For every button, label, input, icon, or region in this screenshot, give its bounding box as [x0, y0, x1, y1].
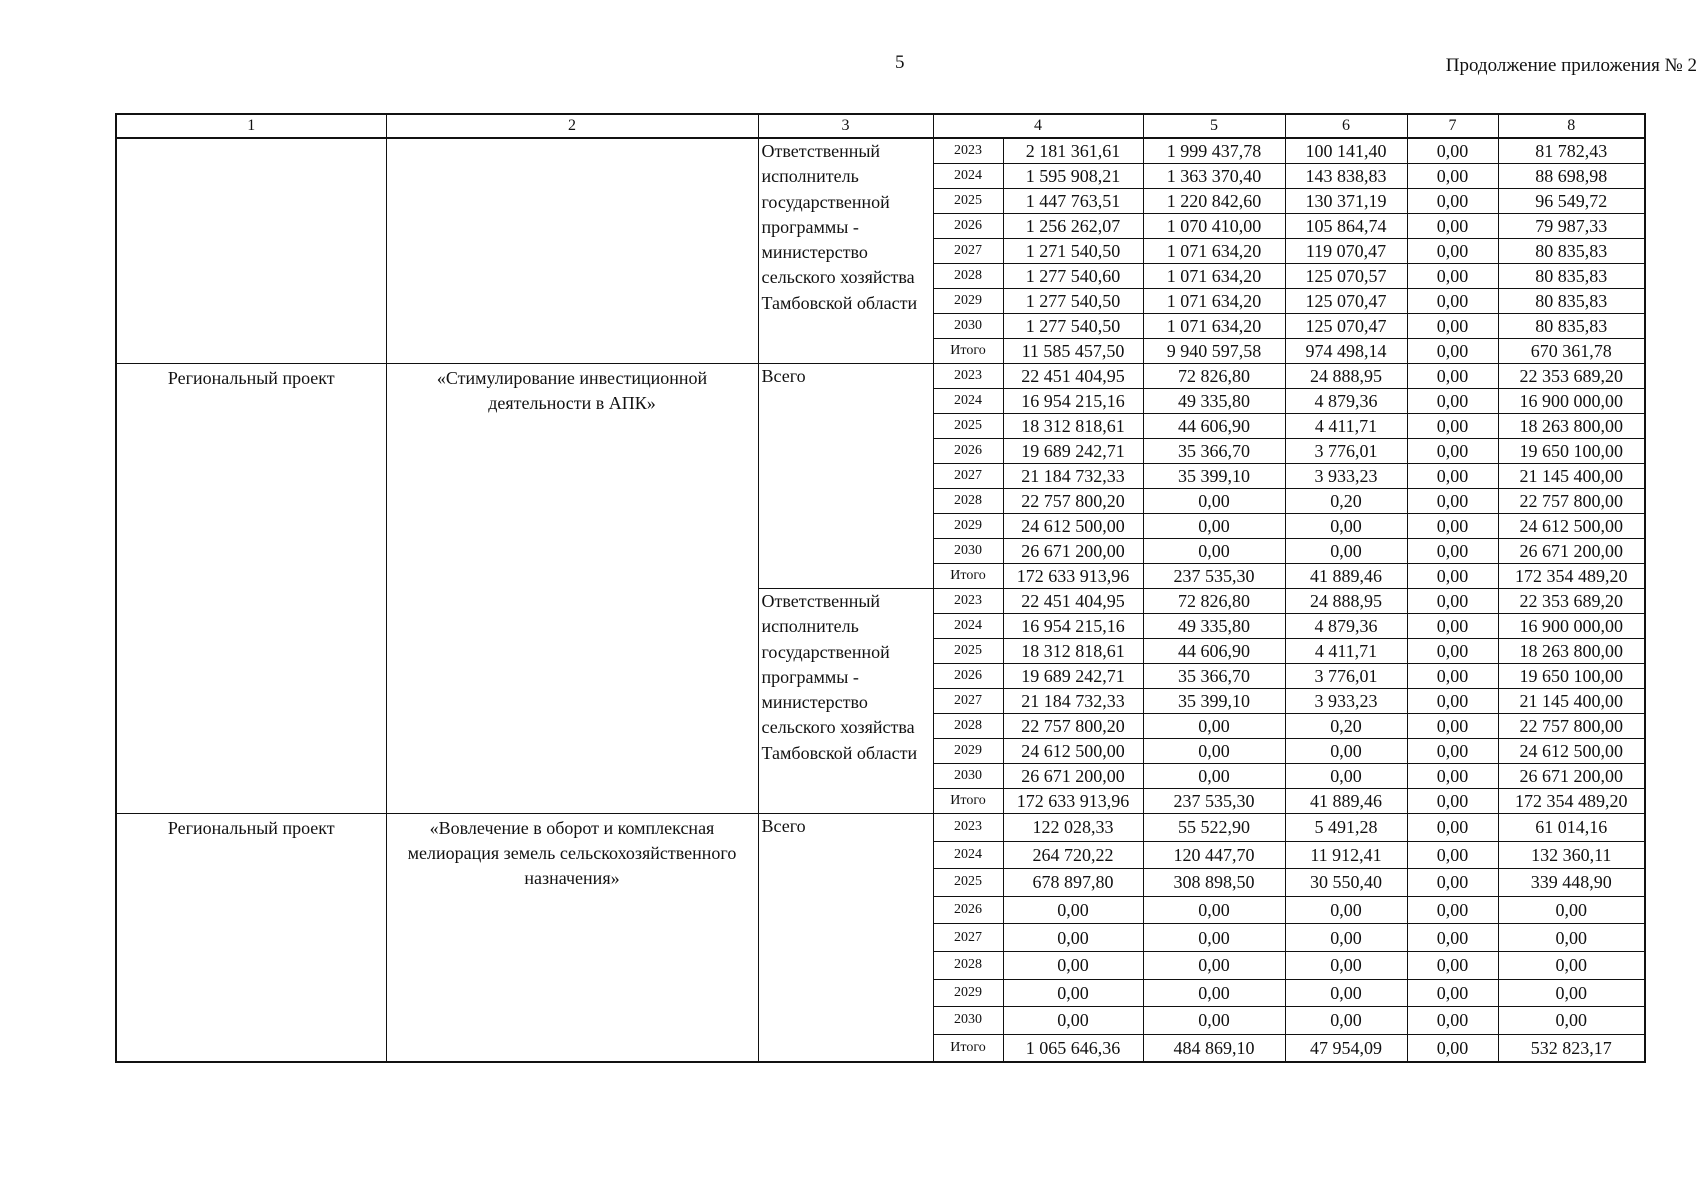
year-cell: 2024 — [933, 164, 1003, 189]
amount-cell: 41 889,46 — [1285, 789, 1407, 814]
amount-cell: 3 933,23 — [1285, 689, 1407, 714]
year-cell: 2026 — [933, 896, 1003, 924]
amount-cell: 1 277 540,60 — [1003, 264, 1143, 289]
amount-cell: 16 954 215,16 — [1003, 389, 1143, 414]
table-row — [116, 814, 1645, 842]
amount-cell: 120 447,70 — [1143, 841, 1285, 869]
col-header: 3 — [758, 114, 933, 138]
amount-cell: 18 263 800,00 — [1498, 639, 1645, 664]
year-cell: 2030 — [933, 539, 1003, 564]
amount-cell: 11 585 457,50 — [1003, 339, 1143, 364]
amount-cell: 1 071 634,20 — [1143, 314, 1285, 339]
amount-cell: 0,00 — [1498, 924, 1645, 952]
col-header: 1 — [116, 114, 386, 138]
amount-cell: 24 888,95 — [1285, 589, 1407, 614]
amount-cell: 0,00 — [1003, 1007, 1143, 1035]
amount-cell: 80 835,83 — [1498, 239, 1645, 264]
amount-cell: 0,00 — [1407, 979, 1498, 1007]
amount-cell: 0,20 — [1285, 489, 1407, 514]
amount-cell: 1 447 763,51 — [1003, 189, 1143, 214]
amount-cell: 35 366,70 — [1143, 664, 1285, 689]
amount-cell: 3 776,01 — [1285, 439, 1407, 464]
amount-cell: 72 826,80 — [1143, 589, 1285, 614]
amount-cell: 0,00 — [1407, 614, 1498, 639]
amount-cell: 1 277 540,50 — [1003, 289, 1143, 314]
year-cell: 2027 — [933, 239, 1003, 264]
year-cell: 2025 — [933, 189, 1003, 214]
amount-cell: 0,00 — [1407, 664, 1498, 689]
amount-cell: 88 698,98 — [1498, 164, 1645, 189]
amount-cell: 0,00 — [1498, 1007, 1645, 1035]
year-cell: 2028 — [933, 951, 1003, 979]
event-type-cell — [116, 138, 386, 364]
amount-cell: 44 606,90 — [1143, 414, 1285, 439]
event-title-cell: «Вовлечение в оборот и комплексная мелиорация земель сельскохозяйственного назначения» — [386, 814, 758, 1063]
amount-cell: 1 070 410,00 — [1143, 214, 1285, 239]
amount-cell: 237 535,30 — [1143, 564, 1285, 589]
amount-cell: 0,00 — [1407, 714, 1498, 739]
amount-cell: 49 335,80 — [1143, 389, 1285, 414]
amount-cell: 0,00 — [1143, 739, 1285, 764]
amount-cell: 237 535,30 — [1143, 789, 1285, 814]
amount-cell: 0,00 — [1407, 138, 1498, 164]
year-cell: Итого — [933, 339, 1003, 364]
amount-cell: 0,00 — [1407, 339, 1498, 364]
amount-cell: 24 612 500,00 — [1003, 739, 1143, 764]
amount-cell: 22 757 800,00 — [1498, 489, 1645, 514]
year-cell: 2028 — [933, 489, 1003, 514]
page-number: 5 — [895, 52, 905, 73]
amount-cell: 974 498,14 — [1285, 339, 1407, 364]
amount-cell: 0,00 — [1003, 896, 1143, 924]
amount-cell: 0,00 — [1003, 951, 1143, 979]
amount-cell: 0,00 — [1003, 924, 1143, 952]
amount-cell: 1 363 370,40 — [1143, 164, 1285, 189]
executor-cell: Ответственный исполнитель государственной программы - министерство сельского хозяйства Тамбовской области — [758, 589, 933, 814]
amount-cell: 0,00 — [1407, 264, 1498, 289]
amount-cell: 22 757 800,00 — [1498, 714, 1645, 739]
amount-cell: 18 263 800,00 — [1498, 414, 1645, 439]
amount-cell: 0,00 — [1407, 364, 1498, 389]
amount-cell: 72 826,80 — [1143, 364, 1285, 389]
year-cell: 2023 — [933, 589, 1003, 614]
amount-cell: 22 353 689,20 — [1498, 364, 1645, 389]
amount-cell: 0,00 — [1143, 539, 1285, 564]
amount-cell: 0,00 — [1285, 764, 1407, 789]
amount-cell: 0,00 — [1285, 1007, 1407, 1035]
year-cell: Итого — [933, 1034, 1003, 1062]
year-cell: 2024 — [933, 389, 1003, 414]
amount-cell: 22 757 800,20 — [1003, 489, 1143, 514]
year-cell: 2026 — [933, 664, 1003, 689]
amount-cell: 0,00 — [1407, 951, 1498, 979]
amount-cell: 1 277 540,50 — [1003, 314, 1143, 339]
year-cell: 2025 — [933, 869, 1003, 897]
amount-cell: 0,00 — [1285, 979, 1407, 1007]
amount-cell: 132 360,11 — [1498, 841, 1645, 869]
amount-cell: 1 071 634,20 — [1143, 289, 1285, 314]
amount-cell: 0,00 — [1498, 951, 1645, 979]
amount-cell: 0,00 — [1407, 189, 1498, 214]
amount-cell: 80 835,83 — [1498, 314, 1645, 339]
amount-cell: 4 879,36 — [1285, 614, 1407, 639]
amount-cell: 30 550,40 — [1285, 869, 1407, 897]
amount-cell: 0,00 — [1407, 164, 1498, 189]
year-cell: Итого — [933, 789, 1003, 814]
amount-cell: 0,00 — [1407, 389, 1498, 414]
amount-cell: 339 448,90 — [1498, 869, 1645, 897]
amount-cell: 678 897,80 — [1003, 869, 1143, 897]
executor-cell: Ответственный исполнитель государственной программы - министерство сельского хозяйства Тамбовской области — [758, 138, 933, 364]
amount-cell: 18 312 818,61 — [1003, 414, 1143, 439]
amount-cell: 0,00 — [1143, 514, 1285, 539]
amount-cell: 0,00 — [1407, 414, 1498, 439]
amount-cell: 26 671 200,00 — [1498, 539, 1645, 564]
year-cell: 2025 — [933, 414, 1003, 439]
amount-cell: 0,00 — [1143, 924, 1285, 952]
event-type-cell: Региональный проект — [116, 814, 386, 1063]
amount-cell: 0,00 — [1407, 439, 1498, 464]
amount-cell: 264 720,22 — [1003, 841, 1143, 869]
amount-cell: 22 451 404,95 — [1003, 589, 1143, 614]
amount-cell: 22 451 404,95 — [1003, 364, 1143, 389]
amount-cell: 35 399,10 — [1143, 689, 1285, 714]
amount-cell: 35 399,10 — [1143, 464, 1285, 489]
amount-cell: 49 335,80 — [1143, 614, 1285, 639]
amount-cell: 16 900 000,00 — [1498, 389, 1645, 414]
amount-cell: 172 633 913,96 — [1003, 789, 1143, 814]
amount-cell: 100 141,40 — [1285, 138, 1407, 164]
amount-cell: 0,00 — [1407, 239, 1498, 264]
amount-cell: 4 411,71 — [1285, 639, 1407, 664]
amount-cell: 16 900 000,00 — [1498, 614, 1645, 639]
year-cell: 2030 — [933, 764, 1003, 789]
year-cell: 2030 — [933, 314, 1003, 339]
amount-cell: 44 606,90 — [1143, 639, 1285, 664]
year-cell: 2023 — [933, 364, 1003, 389]
amount-cell: 0,00 — [1143, 489, 1285, 514]
amount-cell: 61 014,16 — [1498, 814, 1645, 842]
amount-cell: 22 757 800,20 — [1003, 714, 1143, 739]
amount-cell: 0,00 — [1407, 514, 1498, 539]
amount-cell: 125 070,47 — [1285, 289, 1407, 314]
amount-cell: 119 070,47 — [1285, 239, 1407, 264]
amount-cell: 55 522,90 — [1143, 814, 1285, 842]
continuation-label: Продолжение приложения № 2 — [1445, 55, 1697, 76]
year-cell: 2024 — [933, 841, 1003, 869]
amount-cell: 0,00 — [1285, 739, 1407, 764]
amount-cell: 0,00 — [1407, 814, 1498, 842]
amount-cell: 125 070,47 — [1285, 314, 1407, 339]
amount-cell: 19 689 242,71 — [1003, 439, 1143, 464]
amount-cell: 21 145 400,00 — [1498, 689, 1645, 714]
amount-cell: 2 181 361,61 — [1003, 138, 1143, 164]
amount-cell: 0,00 — [1407, 539, 1498, 564]
amount-cell: 11 912,41 — [1285, 841, 1407, 869]
amount-cell: 0,00 — [1407, 589, 1498, 614]
amount-cell: 0,00 — [1285, 951, 1407, 979]
amount-cell: 0,00 — [1407, 739, 1498, 764]
col-header: 7 — [1407, 114, 1498, 138]
year-cell: 2029 — [933, 289, 1003, 314]
amount-cell: 0,00 — [1407, 764, 1498, 789]
executor-cell: Всего — [758, 814, 933, 1063]
year-cell: 2026 — [933, 214, 1003, 239]
amount-cell: 0,00 — [1285, 924, 1407, 952]
amount-cell: 0,00 — [1407, 841, 1498, 869]
year-cell: 2023 — [933, 814, 1003, 842]
amount-cell: 0,00 — [1143, 979, 1285, 1007]
amount-cell: 3 776,01 — [1285, 664, 1407, 689]
amount-cell: 1 071 634,20 — [1143, 239, 1285, 264]
year-cell: 2023 — [933, 138, 1003, 164]
year-cell: 2024 — [933, 614, 1003, 639]
amount-cell: 9 940 597,58 — [1143, 339, 1285, 364]
amount-cell: 0,00 — [1143, 764, 1285, 789]
amount-cell: 172 354 489,20 — [1498, 789, 1645, 814]
amount-cell: 26 671 200,00 — [1498, 764, 1645, 789]
amount-cell: 5 491,28 — [1285, 814, 1407, 842]
col-header: 4 — [933, 114, 1143, 138]
amount-cell: 0,00 — [1003, 979, 1143, 1007]
amount-cell: 0,00 — [1285, 539, 1407, 564]
amount-cell: 1 271 540,50 — [1003, 239, 1143, 264]
amount-cell: 24 612 500,00 — [1498, 739, 1645, 764]
amount-cell: 143 838,83 — [1285, 164, 1407, 189]
amount-cell: 172 354 489,20 — [1498, 564, 1645, 589]
year-cell: 2028 — [933, 714, 1003, 739]
amount-cell: 0,00 — [1407, 1034, 1498, 1062]
amount-cell: 0,00 — [1407, 639, 1498, 664]
event-type-cell: Региональный проект — [116, 364, 386, 814]
year-cell: Итого — [933, 564, 1003, 589]
amount-cell: 1 999 437,78 — [1143, 138, 1285, 164]
amount-cell: 0,00 — [1407, 464, 1498, 489]
amount-cell: 125 070,57 — [1285, 264, 1407, 289]
amount-cell: 19 650 100,00 — [1498, 439, 1645, 464]
year-cell: 2025 — [933, 639, 1003, 664]
budget-table — [115, 113, 1646, 1063]
year-cell: 2029 — [933, 979, 1003, 1007]
amount-cell: 122 028,33 — [1003, 814, 1143, 842]
amount-cell: 0,00 — [1407, 789, 1498, 814]
amount-cell: 0,00 — [1143, 1007, 1285, 1035]
amount-cell: 1 065 646,36 — [1003, 1034, 1143, 1062]
amount-cell: 26 671 200,00 — [1003, 764, 1143, 789]
table-row — [116, 138, 1645, 164]
amount-cell: 0,00 — [1407, 1007, 1498, 1035]
amount-cell: 0,00 — [1407, 689, 1498, 714]
amount-cell: 0,00 — [1407, 314, 1498, 339]
amount-cell: 0,00 — [1285, 514, 1407, 539]
amount-cell: 4 411,71 — [1285, 414, 1407, 439]
amount-cell: 21 145 400,00 — [1498, 464, 1645, 489]
amount-cell: 80 835,83 — [1498, 264, 1645, 289]
amount-cell: 105 864,74 — [1285, 214, 1407, 239]
amount-cell: 24 612 500,00 — [1003, 514, 1143, 539]
amount-cell: 1 071 634,20 — [1143, 264, 1285, 289]
executor-cell: Всего — [758, 364, 933, 589]
year-cell: 2029 — [933, 739, 1003, 764]
amount-cell: 0,00 — [1143, 896, 1285, 924]
amount-cell: 484 869,10 — [1143, 1034, 1285, 1062]
amount-cell: 172 633 913,96 — [1003, 564, 1143, 589]
amount-cell: 0,00 — [1498, 979, 1645, 1007]
event-title-cell: «Стимулирование инвестиционной деятельности в АПК» — [386, 364, 758, 814]
amount-cell: 96 549,72 — [1498, 189, 1645, 214]
col-header: 8 — [1498, 114, 1645, 138]
year-cell: 2026 — [933, 439, 1003, 464]
amount-cell: 41 889,46 — [1285, 564, 1407, 589]
year-cell: 2027 — [933, 924, 1003, 952]
amount-cell: 16 954 215,16 — [1003, 614, 1143, 639]
amount-cell: 0,00 — [1407, 214, 1498, 239]
amount-cell: 22 353 689,20 — [1498, 589, 1645, 614]
amount-cell: 0,00 — [1407, 489, 1498, 514]
amount-cell: 130 371,19 — [1285, 189, 1407, 214]
amount-cell: 19 689 242,71 — [1003, 664, 1143, 689]
amount-cell: 24 612 500,00 — [1498, 514, 1645, 539]
amount-cell: 670 361,78 — [1498, 339, 1645, 364]
amount-cell: 3 933,23 — [1285, 464, 1407, 489]
amount-cell: 0,00 — [1143, 951, 1285, 979]
amount-cell: 532 823,17 — [1498, 1034, 1645, 1062]
amount-cell: 0,00 — [1407, 564, 1498, 589]
year-cell: 2030 — [933, 1007, 1003, 1035]
amount-cell: 0,00 — [1143, 714, 1285, 739]
year-cell: 2027 — [933, 464, 1003, 489]
table-row — [116, 364, 1645, 389]
amount-cell: 0,00 — [1407, 896, 1498, 924]
amount-cell: 0,00 — [1407, 924, 1498, 952]
amount-cell: 35 366,70 — [1143, 439, 1285, 464]
year-cell: 2027 — [933, 689, 1003, 714]
amount-cell: 308 898,50 — [1143, 869, 1285, 897]
amount-cell: 1 595 908,21 — [1003, 164, 1143, 189]
amount-cell: 1 256 262,07 — [1003, 214, 1143, 239]
amount-cell: 1 220 842,60 — [1143, 189, 1285, 214]
year-cell: 2028 — [933, 264, 1003, 289]
col-header: 2 — [386, 114, 758, 138]
year-cell: 2029 — [933, 514, 1003, 539]
amount-cell: 18 312 818,61 — [1003, 639, 1143, 664]
amount-cell: 21 184 732,33 — [1003, 464, 1143, 489]
amount-cell: 47 954,09 — [1285, 1034, 1407, 1062]
amount-cell: 0,00 — [1407, 289, 1498, 314]
event-title-cell — [386, 138, 758, 364]
amount-cell: 21 184 732,33 — [1003, 689, 1143, 714]
amount-cell: 0,00 — [1407, 869, 1498, 897]
amount-cell: 0,00 — [1498, 896, 1645, 924]
amount-cell: 19 650 100,00 — [1498, 664, 1645, 689]
col-header: 6 — [1285, 114, 1407, 138]
amount-cell: 24 888,95 — [1285, 364, 1407, 389]
amount-cell: 81 782,43 — [1498, 138, 1645, 164]
col-header: 5 — [1143, 114, 1285, 138]
amount-cell: 4 879,36 — [1285, 389, 1407, 414]
header-row — [116, 114, 1645, 138]
amount-cell: 0,20 — [1285, 714, 1407, 739]
amount-cell: 80 835,83 — [1498, 289, 1645, 314]
amount-cell: 79 987,33 — [1498, 214, 1645, 239]
amount-cell: 26 671 200,00 — [1003, 539, 1143, 564]
amount-cell: 0,00 — [1285, 896, 1407, 924]
